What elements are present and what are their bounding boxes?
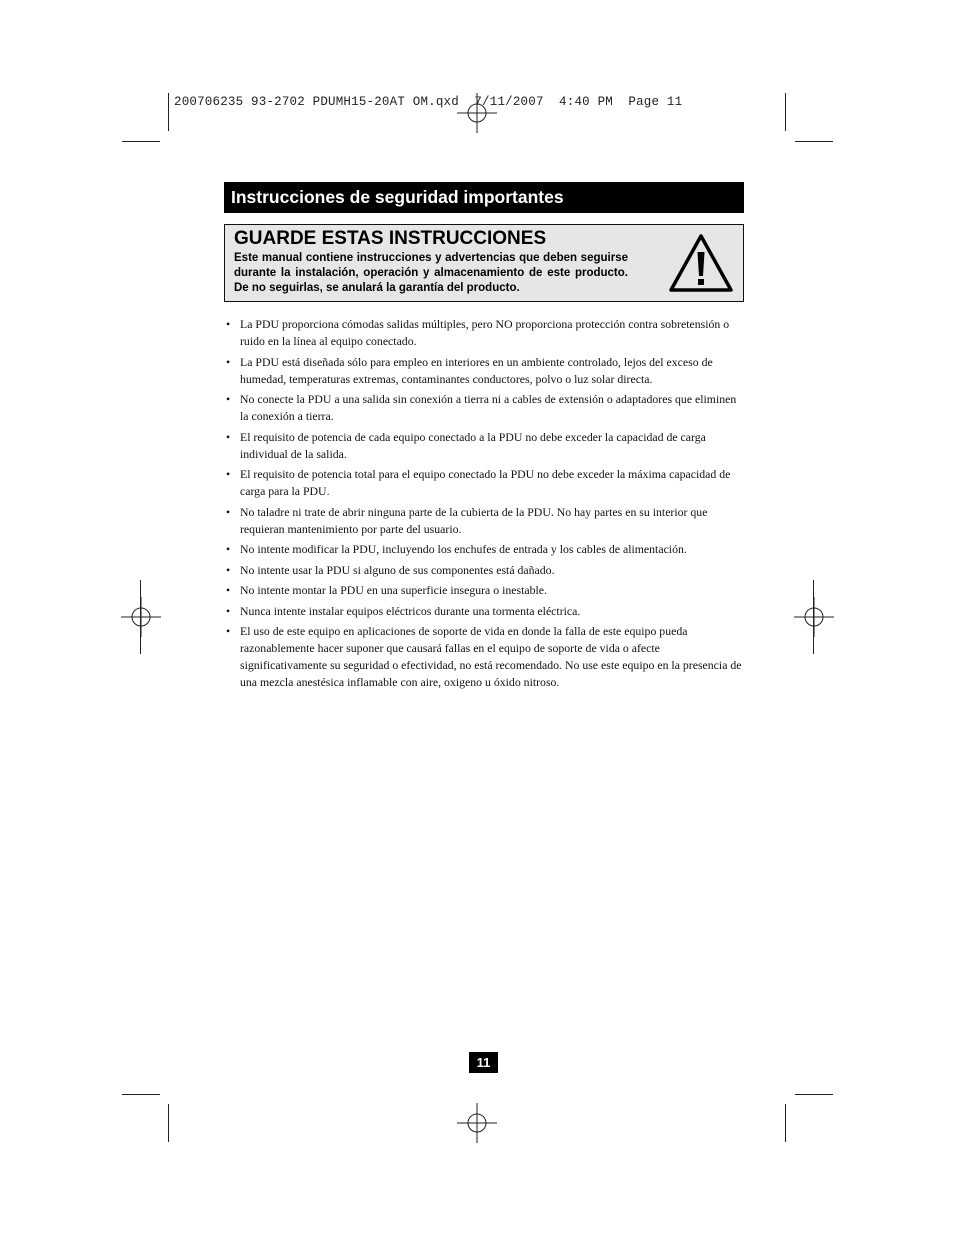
list-item: • No intente usar la PDU si alguno de sus componentes está dañado. [224,562,744,579]
crop-mark [813,580,814,654]
registration-mark-icon [121,597,161,637]
list-item: • La PDU proporciona cómodas salidas múltiples, pero NO proporciona protección contra sobretensión o ruido en la línea al equipo conectado. [224,316,744,350]
crop-mark [795,141,833,142]
warning-title: GUARDE ESTAS INSTRUCCIONES [234,228,547,249]
registration-mark-icon [794,597,834,637]
list-item: • El requisito de potencia total para el equipo conectado la PDU no debe exceder la máxima capacidad de carga para la PDU. [224,466,744,500]
list-item: • El requisito de potencia de cada equipo conectado a la PDU no debe exceder la capacidad de carga individual de la salida. [224,429,744,463]
warning-box [224,224,744,302]
list-item: • Nunca intente instalar equipos eléctricos durante una tormenta eléctrica. [224,603,744,620]
list-item: • El uso de este equipo en aplicaciones de soporte de vida en donde la falla de este equipo pueda razonablemente hacer suponer que causará fallas en el equipo de soporte de vida o afecte significativamente su seguridad o efectividad, no está recomendado. No use este equipo en la presencia de una mezcla anestésica inflamable con aire, oxigeno u óxido nitroso. [224,623,744,691]
list-item: • No intente modificar la PDU, incluyendo los enchufes de entrada y los cables de alimentación. [224,541,744,558]
warning-triangle-icon [668,233,734,293]
safety-instructions-list [224,316,744,695]
crop-mark [785,1104,786,1142]
crop-mark [168,1104,169,1142]
list-item: • No taladre ni trate de abrir ninguna parte de la cubierta de la PDU. No hay partes en su interior que requieran mantenimiento por parte del usuario. [224,504,744,538]
print-slug: 200706235 93-2702 PDUMH15-20AT OM.qxd 7/11/2007 4:40 PM Page 11 [174,95,683,109]
section-header: Instrucciones de seguridad importantes [224,182,744,213]
crop-mark [122,141,160,142]
crop-mark [140,580,141,654]
registration-mark-icon [457,1103,497,1143]
list-item: • No conecte la PDU a una salida sin conexión a tierra ni a cables de extensión o adaptadores que eliminen la conexión a tierra. [224,391,744,425]
crop-mark [795,1094,833,1095]
page-number: 11 [469,1052,498,1073]
registration-mark-icon [457,93,497,133]
crop-mark [785,93,786,131]
list-item: • No intente montar la PDU en una superficie insegura o inestable. [224,582,744,599]
list-item: • La PDU está diseñada sólo para empleo en interiores en un ambiente controlado, lejos del exceso de humedad, temperaturas extremas, contaminantes conductores, polvo o luz solar directa. [224,354,744,388]
crop-mark [122,1094,160,1095]
crop-mark [168,93,169,131]
warning-text: Este manual contiene instrucciones y advertencias que deben seguirse durante la instalación, operación y almacenamiento de este producto. De no seguirlas, se anulará la garantía del producto. [234,252,628,294]
